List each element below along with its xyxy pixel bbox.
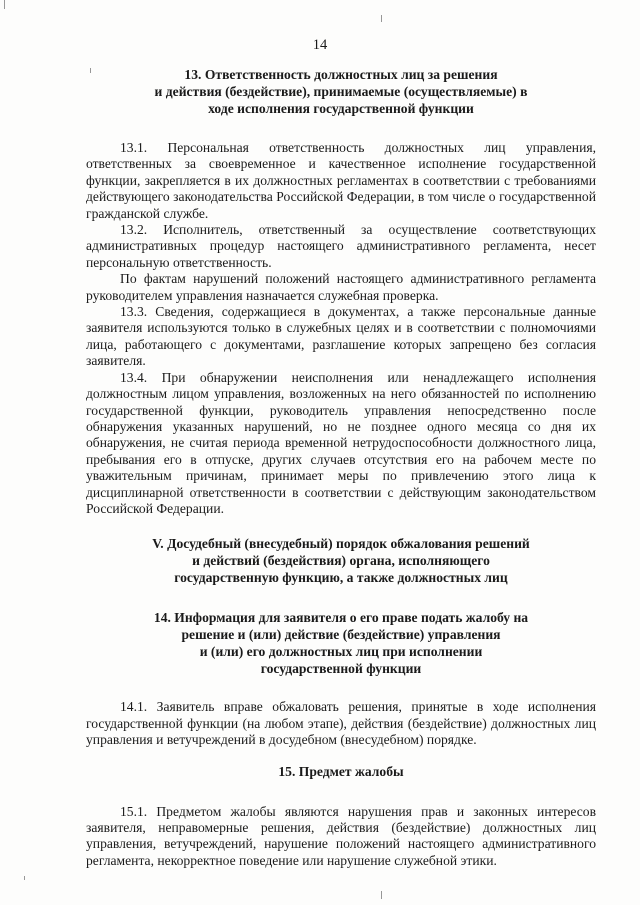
scan-artifact-mark — [381, 15, 382, 22]
scan-artifact-mark — [381, 891, 382, 899]
section-14-body — [86, 699, 596, 748]
paragraph-13-2-inspection: По фактам нарушений положений настоящего административного регламента руководителем управления назначается служебная проверка. — [86, 271, 596, 303]
page-number: 14 — [312, 37, 328, 53]
paragraph-13-4: 13.4. При обнаружении неисполнения или ненадлежащего исполнения должностным лицом управления, возложенных на него обязанностей по исполнению государственной функции, руководитель управления непосредственно после обнаружения указанных нарушений, но не позднее одного месяца со дня их обнаружения, не считая периода временной нетрудоспособности должностного лица, пребывания его в отпуске, других случаев отсутствия его на рабочем месте по уважительным причинам, принимает меры по привлечению этого лица к дисциплинарной ответственности в соответствии с действующим законодательством Российской Федерации. — [86, 369, 596, 516]
paragraph-13-3: 13.3. Сведения, содержащиеся в документах, а также персональные данные заявителя используются только в служебных целях и в соответствии с полномочиями лица, работающего с документами, разглашение которых запрещено без согласия заявителя. — [86, 304, 596, 369]
paragraph-13-2: 13.2. Исполнитель, ответственный за осуществление соответствующих административных процедур настоящего административного регламента, несет персональную ответственность. — [86, 222, 596, 270]
section-14-heading: 14. Информация для заявителя о его праве подать жалобу на решение и (или) действие (бездействие) управления и (или) его должностных лиц при исполнении государственной функции — [153, 610, 529, 677]
document-body — [86, 66, 596, 869]
paragraph-15-1: 15.1. Предметом жалобы являются нарушения прав и законных интересов заявителя, неправомерные решения, действия (бездействие) должностных лиц управления, ветучреждений, нарушение положений настоящего административного регламента, некорректное поведение или нарушение служебной этики. — [86, 803, 596, 868]
scan-artifact-mark — [4, 0, 5, 9]
paragraph-13-1: 13.1. Персональная ответственность должностных лиц управления, ответственных за своевременное и качественное исполнение государственной функции, закрепляется в их должностных регламентах в соответствии с требованиями действующего законодательства Российской Федерации, в том числе о государственной гражданской службе. — [86, 140, 596, 221]
section-15-heading: 15. Предмет жалобы — [278, 763, 404, 779]
section-13-heading: 13. Ответственность должностных лиц за решения и действия (бездействие), принимаемые (осуществляемые) в ходе исполнения государственной функции — [154, 67, 528, 116]
paragraph-14-1: 14.1. Заявитель вправе обжаловать решения, принятые в ходе исполнения государственной функции (на любом этапе), действия (бездействие) должностных лиц управления и ветучреждений в досудебном (внесудебном) порядке. — [86, 699, 596, 748]
section-v-heading: V. Досудебный (внесудебный) порядок обжалования решений и действий (бездействия) органа, исполняющего государственную функцию, а также должностных лиц — [152, 536, 530, 586]
scan-artifact-mark — [24, 876, 25, 880]
section-13-body — [86, 140, 596, 517]
section-15-body — [86, 804, 596, 870]
